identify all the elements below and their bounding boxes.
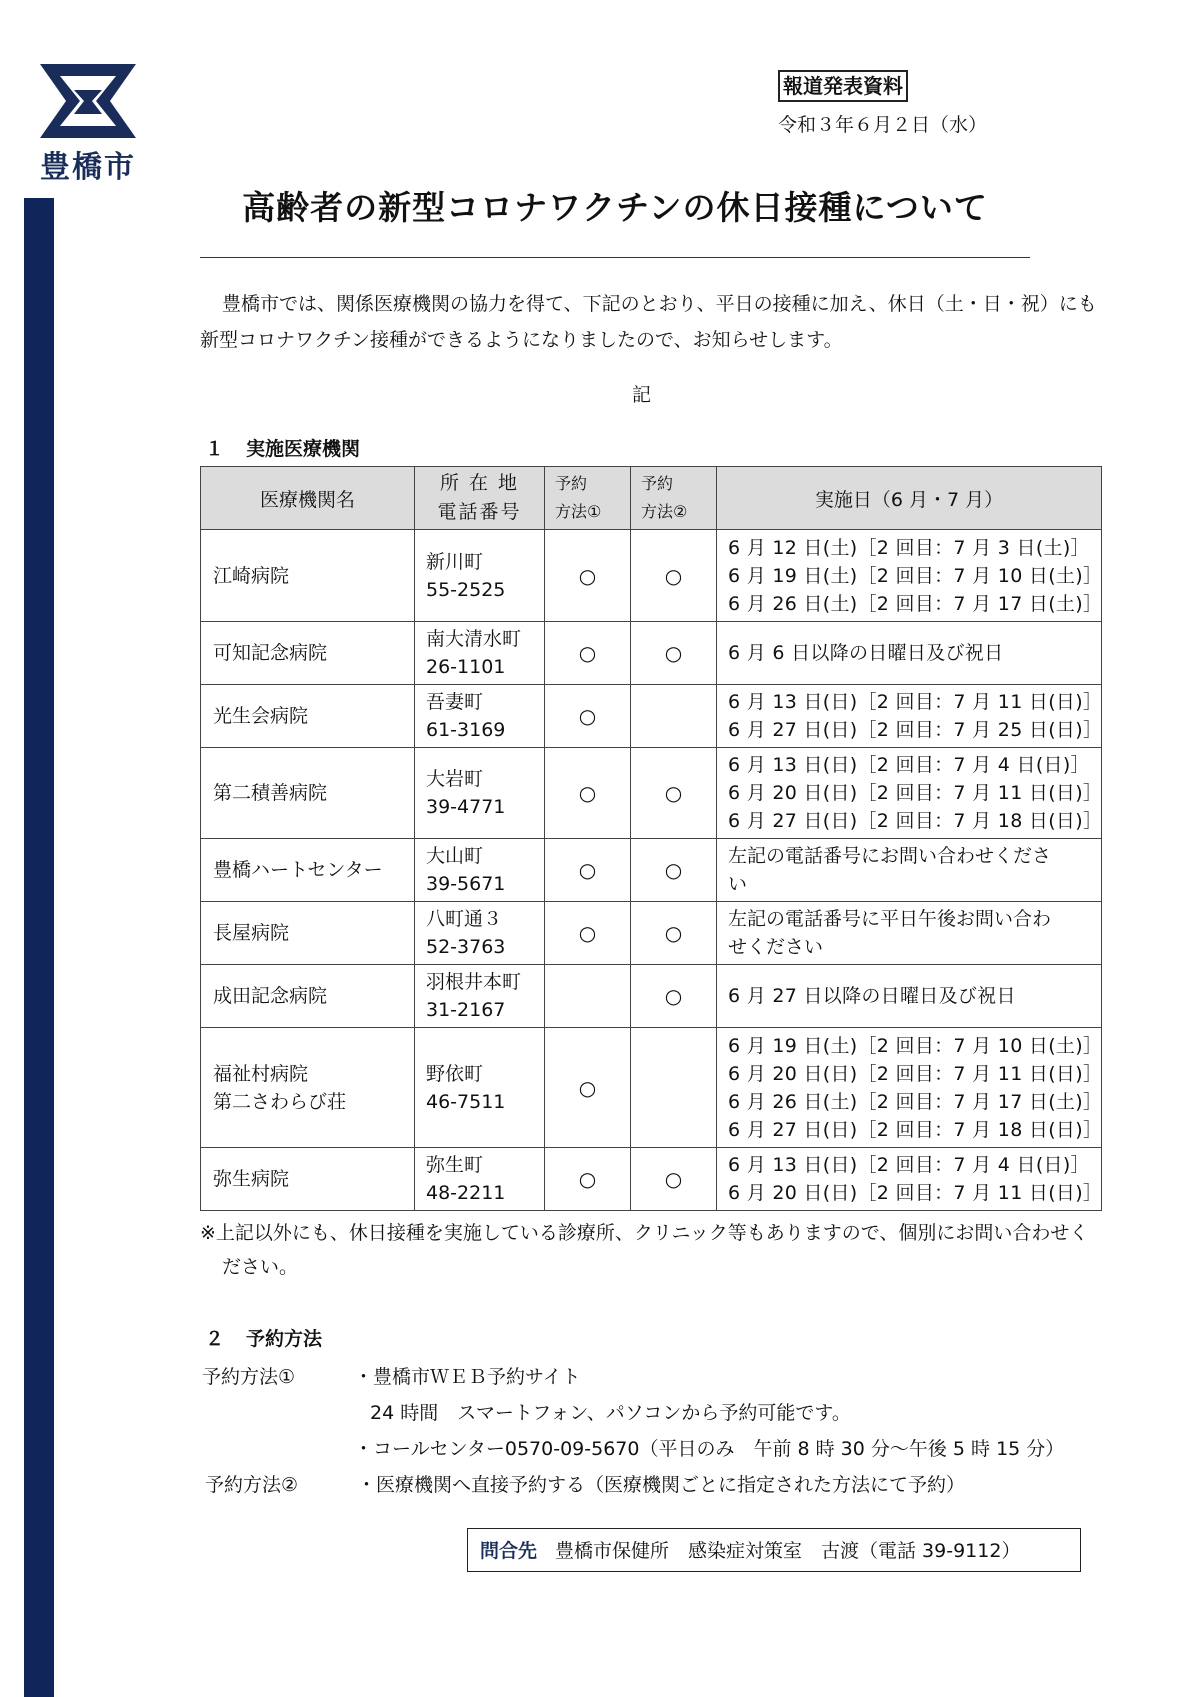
- table-row: [201, 748, 1102, 839]
- dates-cell: [717, 965, 1102, 1028]
- date-line-2: 6 月 19 日(土)［2 回目：7 月 10 日(土)］: [728, 564, 1103, 587]
- footnote-text: ※上記以外にも、休日接種を実施している診療所、クリニック等もありますので、個別にお問い合わせください。: [200, 1222, 1089, 1278]
- clinic-name-cell: [201, 965, 415, 1028]
- clinic-name: 福祉村病院: [213, 1062, 309, 1085]
- clinic-phone: 48-2211: [426, 1182, 506, 1204]
- date-line-2: 6 月 20 日(日)［2 回目：7 月 11 日(日)］: [728, 1062, 1103, 1085]
- date-line-1: 6 月 13 日(日)［2 回目：7 月 11 日(日)］: [728, 691, 1103, 713]
- date-line-3: 6 月 26 日(土)［2 回目：7 月 17 日(土)］: [728, 1090, 1103, 1113]
- header-method-1: [545, 467, 631, 530]
- clinic-name: 豊橋ハートセンター: [213, 859, 383, 881]
- location-cell: [415, 685, 545, 748]
- header-name: 医療機関名: [201, 467, 415, 530]
- method-1-mark: ○: [545, 530, 631, 622]
- clinic-table: [200, 466, 1102, 1211]
- clinic-name: 江崎病院: [213, 564, 290, 587]
- table-row: [201, 685, 1102, 748]
- location-cell: [415, 748, 545, 839]
- clinic-town: 野依町: [426, 1062, 484, 1085]
- method-2-label: 予約方法②: [205, 1474, 299, 1496]
- method-2-mark: ○: [631, 622, 717, 685]
- method-1-line-1: ・豊橋市ＷＥＢ予約サイト: [354, 1366, 581, 1388]
- method-1-label: 予約方法①: [202, 1366, 296, 1388]
- clinic-name: 第二積善病院: [213, 782, 328, 804]
- location-cell: [415, 530, 545, 622]
- clinic-name: 可知記念病院: [213, 642, 328, 664]
- intro-text: 豊橋市では、関係医療機関の協力を得て、下記のとおり、平日の接種に加え、休日（土・日・祝）にも新型コロナワクチン接種ができるようになりましたので、お知らせします。: [200, 293, 1097, 351]
- header-method-2-line1: 予約: [641, 474, 674, 493]
- header-dates: 実施日（6 月・7 月）: [717, 467, 1102, 530]
- clinic-name: 光生会病院: [213, 705, 309, 727]
- date-line-2: い: [728, 873, 748, 895]
- clinic-town: 南大清水町: [426, 628, 522, 650]
- title-divider: [200, 257, 1030, 258]
- method-1-mark: ○: [545, 622, 631, 685]
- method-2-mark: ○: [631, 530, 717, 622]
- table-row: [201, 1028, 1102, 1148]
- clinic-name-cell: [201, 902, 415, 965]
- location-cell: [415, 1028, 545, 1148]
- release-date: 令和３年６月２日（水）: [778, 114, 988, 136]
- method-1-line-2: 24 時間 スマートフォン、パソコンから予約可能です。: [370, 1402, 851, 1424]
- dates-cell: [717, 1148, 1102, 1211]
- ki-marker: 記: [632, 384, 652, 406]
- clinic-phone: 39-5671: [426, 873, 506, 895]
- date-line-3: 6 月 27 日(日)［2 回目：7 月 18 日(日)］: [728, 810, 1103, 832]
- clinic-town: 新川町: [426, 550, 484, 573]
- clinic-phone: 31-2167: [426, 999, 506, 1021]
- table-header-row: [201, 467, 1102, 530]
- location-cell: [415, 1148, 545, 1211]
- press-release-label: 報道発表資料: [778, 70, 908, 102]
- section-1-number: １: [205, 438, 225, 460]
- method-1-mark: ○: [545, 685, 631, 748]
- location-cell: [415, 902, 545, 965]
- clinic-phone: 39-4771: [426, 796, 506, 818]
- clinic-phone: 46-7511: [426, 1090, 506, 1113]
- intro-paragraph: [200, 286, 1100, 358]
- method-2-mark: [631, 685, 717, 748]
- table-row: [201, 530, 1102, 622]
- date-line-1: 6 月 13 日(日)［2 回目：7 月 4 日(日)］: [728, 754, 1090, 776]
- method-2-line-1: ・医療機関へ直接予約する（医療機関ごとに指定された方法にて予約）: [357, 1474, 966, 1496]
- section-2-heading: [205, 1324, 322, 1351]
- section-2-title: 予約方法: [246, 1328, 323, 1350]
- header-method-1-line2: 方法①: [555, 502, 602, 521]
- method-2-mark: ○: [631, 839, 717, 902]
- clinic-name-cell: [201, 530, 415, 622]
- date-line-2: 6 月 20 日(日)［2 回目：7 月 11 日(日)］: [728, 782, 1103, 804]
- method-1-line-3: ・コールセンター0570-09-5670（平日のみ 午前 8 時 30 分～午後 5 時 15 分）: [354, 1438, 1065, 1460]
- clinic-name: 成田記念病院: [213, 985, 328, 1007]
- clinic-name-cell: [201, 622, 415, 685]
- location-cell: [415, 839, 545, 902]
- dates-cell: [717, 530, 1102, 622]
- dates-cell: [717, 748, 1102, 839]
- date-line-2: 6 月 20 日(日)［2 回目：7 月 11 日(日)］: [728, 1182, 1103, 1204]
- section-1-heading: [205, 434, 360, 461]
- table-row: [201, 1148, 1102, 1211]
- clinic-name-cell: [201, 748, 415, 839]
- clinic-name: 長屋病院: [213, 922, 290, 944]
- method-2-mark: ○: [631, 748, 717, 839]
- clinic-name-cell: [201, 1148, 415, 1211]
- section-2-number: ２: [205, 1328, 225, 1350]
- method-1-mark: [545, 965, 631, 1028]
- header-location-line2: 電話番号: [437, 501, 522, 523]
- page-title: 高齢者の新型コロナワクチンの休日接種について: [242, 188, 988, 227]
- dates-cell: [717, 839, 1102, 902]
- table-row: [201, 622, 1102, 685]
- date-line-1: 左記の電話番号に平日午後お問い合わ: [728, 908, 1052, 930]
- clinic-name: 弥生病院: [213, 1168, 290, 1190]
- method-1-mark: ○: [545, 1028, 631, 1148]
- clinic-town: 吾妻町: [426, 691, 484, 713]
- method-1-mark: ○: [545, 839, 631, 902]
- side-accent-bar: [24, 198, 54, 1697]
- method-1-mark: ○: [545, 748, 631, 839]
- clinic-phone: 61-3169: [426, 719, 506, 741]
- date-line-1: 6 月 6 日以降の日曜日及び祝日: [728, 642, 1004, 664]
- location-cell: [415, 622, 545, 685]
- date-line-1: 6 月 13 日(日)［2 回目：7 月 4 日(日)］: [728, 1154, 1090, 1176]
- date-line-2: 6 月 27 日(日)［2 回目：7 月 25 日(日)］: [728, 719, 1103, 741]
- clinic-town: 大岩町: [426, 768, 484, 790]
- contact-label: 問合先: [480, 1540, 538, 1562]
- dates-cell: [717, 1028, 1102, 1148]
- contact-text: 豊橋市保健所 感染症対策室 古渡（電話 39-9112）: [555, 1540, 1021, 1562]
- hourglass-emblem-icon: [40, 64, 136, 138]
- date-line-1: 6 月 12 日(土)［2 回目：7 月 3 日(土)］: [728, 536, 1090, 559]
- method-2-mark: ○: [631, 965, 717, 1028]
- header-method-2: [631, 467, 717, 530]
- table-row: [201, 902, 1102, 965]
- table-row: [201, 839, 1102, 902]
- method-2-mark: [631, 1028, 717, 1148]
- contact-box: [467, 1528, 1081, 1572]
- date-line-1: 6 月 19 日(土)［2 回目：7 月 10 日(土)］: [728, 1034, 1103, 1057]
- section-1-title: 実施医療機関: [246, 438, 361, 460]
- dates-cell: [717, 685, 1102, 748]
- header-method-1-line1: 予約: [555, 474, 588, 493]
- clinic-phone: 52-3763: [426, 936, 506, 958]
- header-location: [415, 467, 545, 530]
- clinic-town: 大山町: [426, 845, 484, 867]
- date-line-3: 6 月 26 日(土)［2 回目：7 月 17 日(土)］: [728, 592, 1103, 615]
- clinic-town: 羽根井本町: [426, 971, 522, 993]
- header-location-line1: 所 在 地: [439, 472, 520, 494]
- date-line-1: 左記の電話番号にお問い合わせくださ: [728, 845, 1052, 867]
- logo-text: 豊橋市: [40, 150, 136, 185]
- table-row: [201, 965, 1102, 1028]
- method-2-mark: ○: [631, 1148, 717, 1211]
- method-1-mark: ○: [545, 1148, 631, 1211]
- dates-cell: [717, 902, 1102, 965]
- location-cell: [415, 965, 545, 1028]
- clinic-name-cell: [201, 685, 415, 748]
- method-2-mark: ○: [631, 902, 717, 965]
- header-method-2-line2: 方法②: [641, 502, 688, 521]
- clinic-phone: 55-2525: [426, 578, 506, 601]
- date-line-2: せください: [728, 936, 824, 958]
- footnote: [200, 1216, 1100, 1284]
- clinic-phone: 26-1101: [426, 656, 506, 678]
- clinic-town: 弥生町: [426, 1154, 484, 1176]
- dates-cell: [717, 622, 1102, 685]
- clinic-name-cell: [201, 839, 415, 902]
- clinic-town: 八町通３: [426, 908, 503, 930]
- date-line-1: 6 月 27 日以降の日曜日及び祝日: [728, 985, 1016, 1007]
- city-logo: [38, 64, 138, 186]
- clinic-name-line2: 第二さわらび荘: [213, 1090, 347, 1113]
- method-1-mark: ○: [545, 902, 631, 965]
- clinic-name-cell: [201, 1028, 415, 1148]
- date-line-4: 6 月 27 日(日)［2 回目：7 月 18 日(日)］: [728, 1118, 1103, 1141]
